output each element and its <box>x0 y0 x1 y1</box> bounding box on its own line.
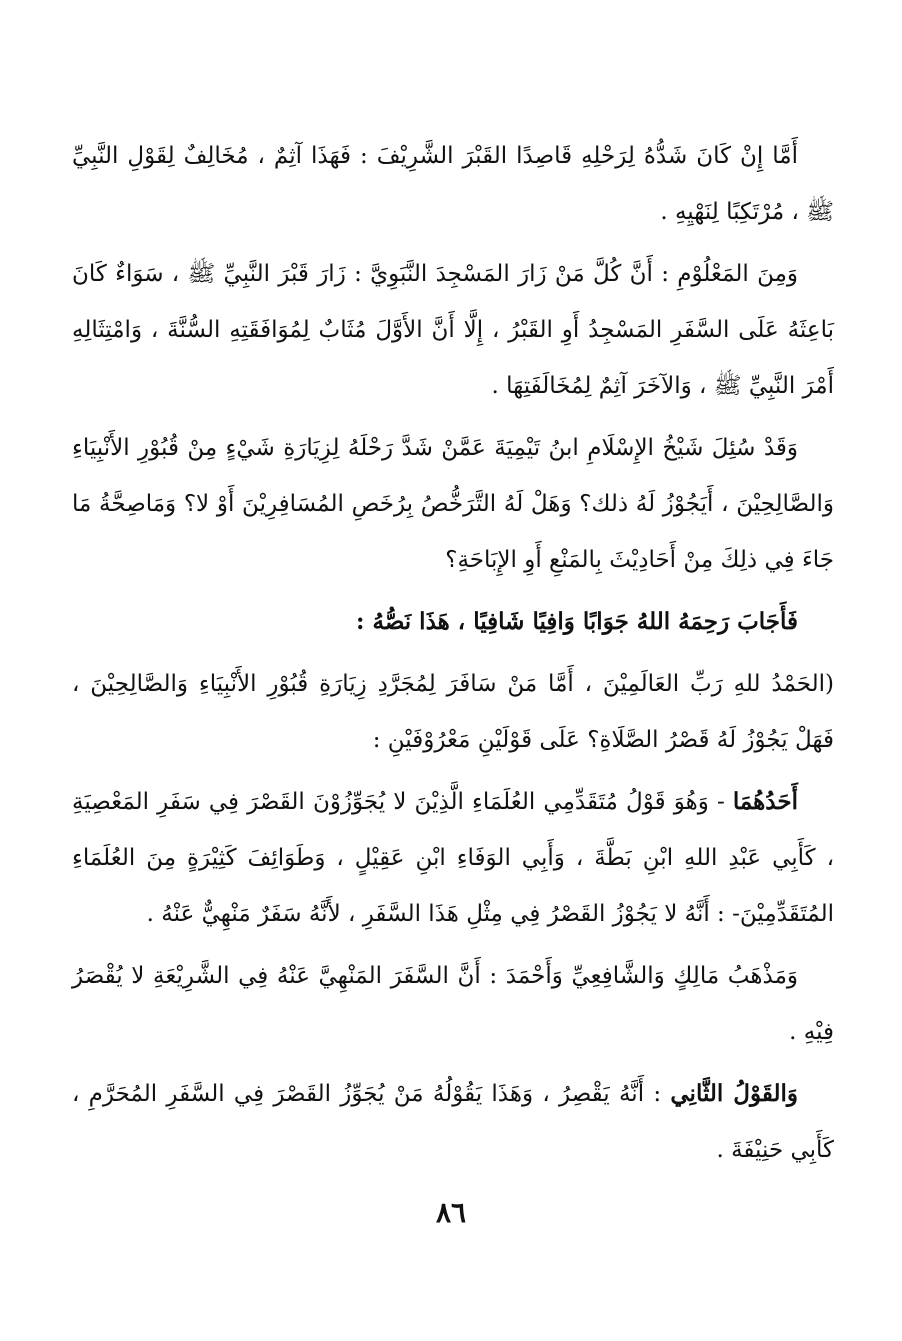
paragraph-7 <box>72 948 834 1060</box>
page-body <box>72 128 834 1184</box>
paragraph-7-text: وَمَذْهَبُ مَالِكٍ وَالشَّافِعِيِّ وَأَحْمَدَ : أَنَّ السَّفَرَ المَنْهِيَّ عَنْهُ فِي الشَّرِيْعَةِ لا يُقْصَرُ فِيْهِ . <box>72 963 834 1045</box>
page-number: ٨٦ <box>435 1196 467 1229</box>
paragraph-8-lead: وَالقَوْلُ الثَّانِي <box>670 1080 798 1107</box>
paragraph-6 <box>72 774 834 942</box>
paragraph-6-text: - وَهُوَ قَوْلُ مُتَقَدِّمِي العُلَمَاءِ الَّذِيْنَ لا يُجَوِّزُوْنَ القَصْرَ فِي سَفَرِ المَعْصِيَةِ ، كَأَبِي عَبْدِ اللهِ ابْنِ بَطَّةَ ، وَأَبِي الوَفَاءِ ابْنِ عَقِيْلٍ ، وَطَوَائِفَ كَثِيْرَةٍ مِنَ العُلَمَاءِ المُتَقَدِّمِيْنَ- : أَنَّهُ لا يَجُوْزُ القَصْرُ فِي مِثْلِ هَذَا السَّفَرِ ، لأَنَّهُ سَفَرٌ مَنْهِيٌّ عَنْهُ . <box>72 789 834 927</box>
paragraph-3 <box>72 420 834 588</box>
paragraph-5-quote-start <box>72 656 834 768</box>
paragraph-2-text: وَمِنَ المَعْلُوْمِ : أَنَّ كُلَّ مَنْ زَارَ المَسْجِدَ النَّبَوِيَّ : زَارَ قَبْرَ النَّبِيِّ ﷺ ، سَوَاءٌ كَانَ بَاعِثَهُ عَلَى السَّفَرِ المَسْجِدُ أَوِ القَبْرُ ، إِلَّا أَنَّ الأَوَّلَ مُثَابٌ لِمُوَافَقَتِهِ السُّنَّةَ ، وَامْتِثَالِهِ أَمْرَ النَّبِيِّ ﷺ ، وَالآخَرَ آثِمٌ لِمُخَالَفَتِهَا . <box>72 261 834 399</box>
paragraph-6-lead: أَحَدُهُمَا <box>732 788 798 815</box>
paragraph-3-text: وَقَدْ سُئِلَ شَيْخُ الإِسْلَامِ ابنُ تَيْمِيَةَ عَمَّنْ شَدَّ رَحْلَهُ لِزِيَارَةِ شَيْءٍ مِنْ قُبُوْرِ الأَنْبِيَاءِ وَالصَّالِحِيْنَ ، أَيَجُوْزُ لَهُ ذلك؟ وَهَلْ لَهُ التَّرَخُّصُ بِرُخَصِ المُسَافِرِيْنَ أَوْ لا؟ وَمَاصِحَّةُ مَا جَاءَ فِي ذلِكَ مِنْ أَحَادِيْثَ بِالمَنْعِ أَوِ الإِبَاحَةِ؟ <box>72 435 834 573</box>
paragraph-2 <box>72 246 834 414</box>
paragraph-1 <box>72 128 834 240</box>
paragraph-4-answer-intro <box>72 594 834 650</box>
paragraph-5-text: (الحَمْدُ للهِ رَبِّ العَالَمِيْنَ ، أَمَّا مَنْ سَافَرَ لِمُجَرَّدِ زِيَارَةِ قُبُوْرِ الأَنْبِيَاءِ وَالصَّالِحِيْنَ ، فَهَلْ يَجُوْزُ لَهُ قَصْرُ الصَّلَاةِ؟ عَلَى قَوْلَيْنِ مَعْرُوْفَيْنِ : <box>72 671 834 753</box>
paragraph-8 <box>72 1066 834 1178</box>
paragraph-8-text: : أَنَّهُ يَقْصِرُ ، وَهَذَا يَقُوْلُهُ مَنْ يُجَوِّزُ القَصْرَ فِي السَّفَرِ المُحَرَّمِ ، كَأَبِي حَنِيْفَةَ . <box>72 1081 834 1163</box>
paragraph-4-text: فَأَجَابَ رَحِمَهُ اللهُ جَوَابًا وَافِيًا شَافِيًا ، هَذَا نَصُّهُ : <box>356 608 798 635</box>
paragraph-1-text: أَمَّا إِنْ كَانَ شَدُّهُ لِرَحْلِهِ قَاصِدًا القَبْرَ الشَّرِيْفَ : فَهَذَا آثِمٌ ، مُخَالِفٌ لِقَوْلِ النَّبِيِّ ﷺ ، مُرْتَكِبًا لِنَهْيِهِ . <box>72 143 834 225</box>
